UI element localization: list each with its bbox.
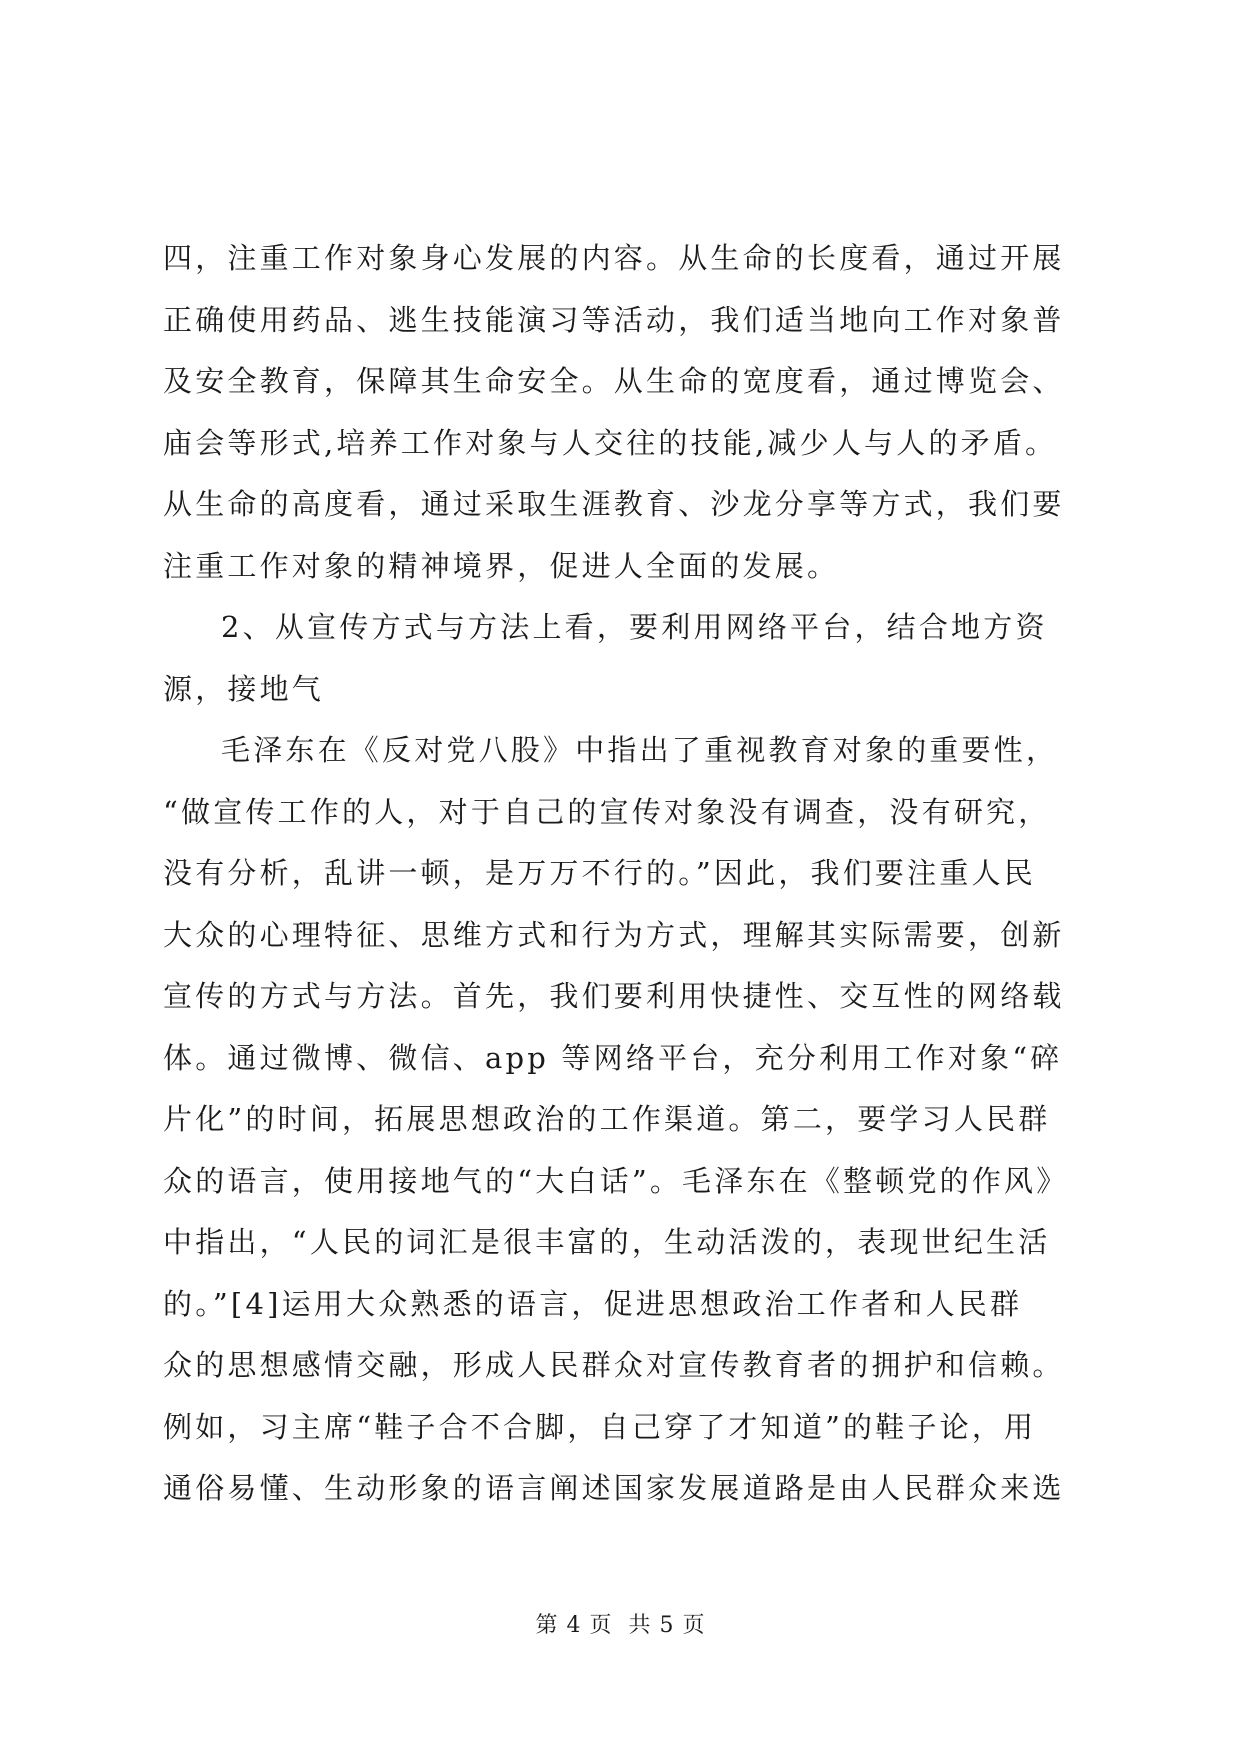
text-line: 大众的心理特征、思维方式和行为方式，理解其实际需要，创新 bbox=[163, 917, 1065, 952]
text-line: 毛泽东在《反对党八股》中指出了重视教育对象的重要性， bbox=[221, 733, 1059, 767]
text-line: 注重工作对象的精神境界，促进人全面的发展。 bbox=[163, 548, 840, 583]
text-line: 众的语言，使用接地气的“大白话”。毛泽东在《整顿党的作风》 bbox=[163, 1163, 1069, 1198]
text-line: 四，注重工作对象身心发展的内容。从生命的长度看，通过开展 bbox=[163, 241, 1065, 275]
text-line: 的。”[4]运用大众熟悉的语言，促进思想政治工作者和人民群 bbox=[163, 1286, 1023, 1321]
page-number: 第 4 页 共 5 页 bbox=[535, 1613, 706, 1638]
text-line: 片化”的时间，拓展思想政治的工作渠道。第二，要学习人民群 bbox=[163, 1102, 1051, 1136]
section-heading: 2、从宣传方式与方法上看，要利用网络平台，结合地方资 bbox=[221, 610, 1048, 644]
text-line: 及安全教育，保障其生命安全。从生命的宽度看，通过博览会、 bbox=[163, 364, 1065, 398]
text-line: 例如，习主席“鞋子合不合脚，自己穿了才知道”的鞋子论，用 bbox=[163, 1409, 1037, 1444]
text-line: 宣传的方式与方法。首先，我们要利用快捷性、交互性的网络载 bbox=[163, 979, 1065, 1013]
text-line: 正确使用药品、逃生技能演习等活动，我们适当地向工作对象普 bbox=[163, 302, 1065, 337]
text-line: 众的思想感情交融，形成人民群众对宣传教育者的拥护和信赖。 bbox=[163, 1348, 1065, 1382]
page-footer bbox=[0, 1608, 1241, 1639]
text-line: “做宣传工作的人，对于自己的宣传对象没有调查，没有研究， bbox=[163, 794, 1051, 829]
text-line: 没有分析，乱讲一顿，是万万不行的。”因此，我们要注重人民 bbox=[163, 856, 1036, 890]
text-line: 从生命的高度看，通过采取生涯教育、沙龙分享等方式，我们要 bbox=[163, 487, 1065, 521]
text-line: 体。通过微博、微信、app 等网络平台，充分利用工作对象“碎 bbox=[163, 1040, 1063, 1075]
document-body bbox=[163, 228, 1081, 1520]
text-line: 通俗易懂、生动形象的语言阐述国家发展道路是由人民群众来选 bbox=[163, 1471, 1065, 1505]
text-line: 庙会等形式,培养工作对象与人交往的技能,减少人与人的矛盾。 bbox=[163, 425, 1058, 460]
section-heading-continued: 源，接地气 bbox=[163, 671, 325, 706]
text-line: 中指出，“人民的词汇是很丰富的，生动活泼的，表现世纪生活 bbox=[163, 1225, 1051, 1259]
